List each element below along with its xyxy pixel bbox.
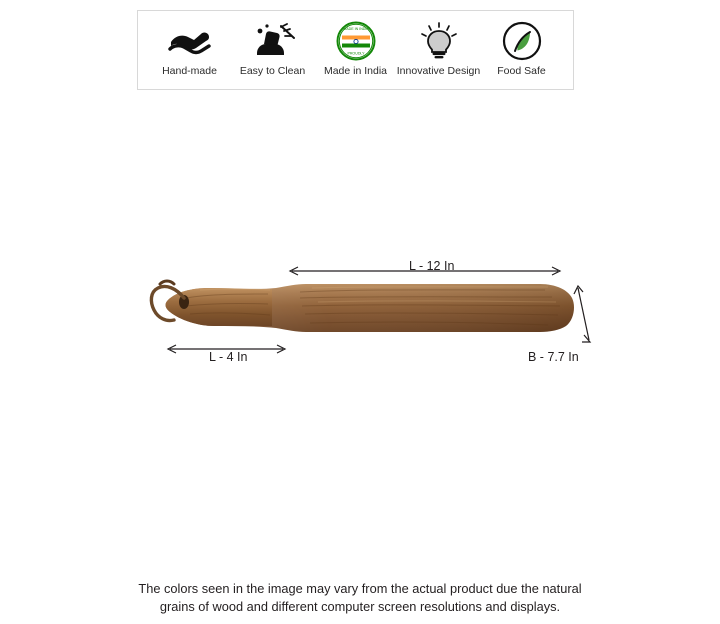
feature-badge-strip	[137, 10, 574, 90]
food-safe-icon	[501, 20, 543, 62]
made-in-india-icon	[336, 20, 376, 62]
svg-text:PROUDLY: PROUDLY	[346, 51, 365, 56]
svg-text:MADE IN INDIA: MADE IN INDIA	[342, 27, 369, 31]
badge-label: Easy to Clean	[239, 65, 306, 77]
badge-food-safe	[480, 20, 563, 77]
hand-made-icon	[168, 20, 212, 62]
easy-to-clean-icon	[251, 20, 295, 62]
product-image	[0, 240, 720, 380]
badge-hand-made	[148, 20, 231, 77]
badge-label: Innovative Design	[396, 65, 481, 77]
badge-made-in-india	[314, 20, 397, 77]
dimension-label-length: L - 12 In	[409, 259, 455, 273]
badge-label: Made in India	[323, 65, 388, 77]
color-disclaimer	[0, 580, 720, 616]
badge-easy-to-clean	[231, 20, 314, 77]
dimension-label-breadth: B - 7.7 In	[528, 350, 579, 364]
disclaimer-line-2: grains of wood and different computer screen resolutions and displays.	[159, 599, 561, 614]
dimension-line-breadth	[574, 286, 590, 342]
badge-label: Food Safe	[497, 65, 546, 77]
disclaimer-line-1: The colors seen in the image may vary from the actual product due the natural	[138, 581, 582, 596]
dimension-label-handle-length: L - 4 In	[209, 350, 248, 364]
badge-label: Hand-made	[162, 65, 217, 77]
innovative-design-icon	[417, 20, 461, 62]
badge-innovative-design	[397, 20, 480, 77]
